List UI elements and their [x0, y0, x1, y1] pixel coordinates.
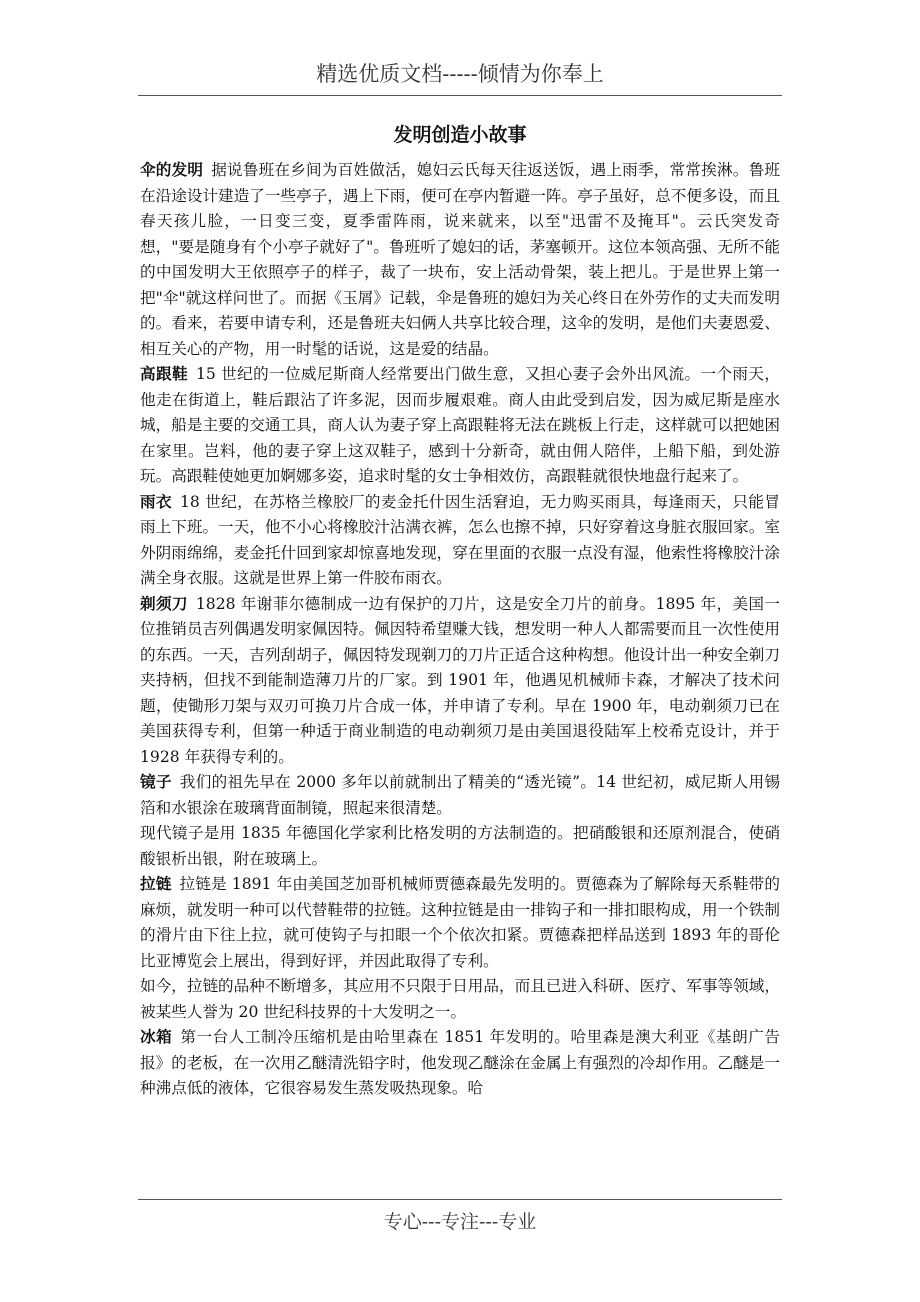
paragraph	[140, 872, 780, 974]
section-razor	[140, 592, 780, 771]
section-heading: 镜子	[140, 773, 172, 791]
section-heading: 剃须刀	[140, 594, 188, 613]
section-heading: 冰箱	[140, 1028, 173, 1046]
paragraph	[140, 1025, 780, 1102]
paragraph-text: 第一台人工制冷压缩机是由哈里森在 1851 年发明的。哈里森是澳大利亚《基朗广告报》的老板，在一次用乙醚清洗铅字时，他发现乙醚涂在金属上有强烈的冷却作用。乙醚是一种沸点低的液体，它很容易发生蒸发吸热现象。哈	[140, 1028, 780, 1097]
paragraph: 如今，拉链的品种不断增多，其应用不只限于日用品，而且已进入科研、医疗、军事等领域，被某些人誉为 20 世纪科技界的十大发明之一。	[140, 977, 780, 1021]
section-heading: 高跟鞋	[140, 365, 188, 383]
paragraph-text: 据说鲁班在乡间为百姓做活，媳妇云氏每天往返送饭，遇上雨季，常常挨淋。鲁班在沿途设计建造了一些亭子，遇上下雨，便可在亭内暂避一阵。亭子虽好，总不便多设，而且春天孩儿脸，一日变三变，夏季雷阵雨，说来就来，以至"迅雷不及掩耳"。云氏突发奇想，"要是随身有个小亭子就好了"。鲁班听了媳妇的话，茅塞顿开。这位本领高强、无所不能的中国发明大王依照亭子的样子，裁了一块布，安上活动骨架，装上把儿。于是世界上第一把"伞"就这样问世了。而据《玉屑》记载，伞是鲁班的媳妇为关心终日在外劳作的丈夫而发明的。看来，若要申请专利，还是鲁班夫妇俩人共享比较合理，这伞的发明，是他们夫妻恩爱、相互关心的产物，用一时髦的话说，这是爱的结晶。	[140, 161, 780, 358]
paragraph	[140, 158, 780, 362]
paragraph	[140, 592, 780, 771]
paragraph-text: 15 世纪的一位威尼斯商人经常要出门做生意，又担心妻子会外出风流。一个雨天，他走在街道上，鞋后跟沾了许多泥，因而步履艰难。商人由此受到启发，因为威尼斯是座水城，船是主要的交通工具，商人认为妻子穿上高跟鞋将无法在跳板上行走，这样就可以把她困在家里。岂料，他的妻子穿上这双鞋子，感到十分新奇，就由佣人陪伴，上船下船，到处游玩。高跟鞋使她更加婀娜多姿，追求时髦的女士争相效仿，高跟鞋就很快地盘行起来了。	[140, 365, 780, 485]
page-header: 精选优质文档-----倾情为你奉上	[138, 58, 782, 96]
document-title: 发明创造小故事	[393, 124, 527, 146]
section-heading: 拉链	[140, 875, 172, 893]
section-zipper	[140, 872, 780, 1025]
paragraph-text: 我们的祖先早在 2000 多年以前就制出了精美的“透光镜”。14 世纪初，威尼斯人用锡箔和水银涂在玻璃背面制镜，照起来很清楚。	[140, 773, 780, 817]
section-refrigerator	[140, 1025, 780, 1102]
section-heading: 伞的发明	[140, 161, 204, 179]
paragraph	[140, 490, 780, 592]
paragraph	[140, 362, 780, 490]
paragraph	[140, 770, 780, 821]
paragraph-text: 1828 年谢菲尔德制成一边有保护的刀片，这是安全刀片的前身。1895 年，美国一位推销员吉列偶遇发明家佩因特。佩因特希望赚大钱，想发明一种人人都需要而且一次性使用的东西。一天，吉列刮胡子，佩因特发现剃刀的刀片正适合这种构想。他设计出一种安全剃刀夹持柄，但找不到能制造薄刀片的厂家。到 1901 年，他遇见机械师卡森，才解决了技术问题，使锄形刀架与双刃可换刀片合成一体，并申请了专利。早在 1900 年，电动剃须刀已在美国获得专利，但第一种适于商业制造的电动剃须刀是由美国退役陆军上校希克设计，并于 1928 年获得专利的。	[140, 594, 780, 766]
paragraph-text: 拉链是 1891 年由美国芝加哥机械师贾德森最先发明的。贾德森为了解除每天系鞋带的麻烦，就发明一种可以代替鞋带的拉链。这种拉链是由一排钩子和一排扣眼构成，用一个铁制的滑片由下往上拉，就可使钩子与扣眼一个个依次扣紧。贾德森把样品送到 1893 年的哥伦比亚博览会上展出，得到好评，并因此取得了专利。	[140, 875, 780, 970]
paragraph-text: 18 世纪，在苏格兰橡胶厂的麦金托什因生活窘迫，无力购买雨具，每逢雨天，只能冒雨上下班。一天，他不小心将橡胶汁沾满衣裤，怎么也擦不掉，只好穿着这身脏衣服回家。室外阴雨绵绵，麦金托什回到家却惊喜地发现，穿在里面的衣服一点没有湿，他索性将橡胶汁涂满全身衣服。这就是世界上第一件胶布雨衣。	[140, 492, 780, 587]
paragraph: 现代镜子是用 1835 年德国化学家利比格发明的方法制造的。把硝酸银和还原剂混合，使硝酸银析出银，附在玻璃上。	[140, 824, 780, 868]
section-raincoat	[140, 490, 780, 592]
document-body	[140, 158, 780, 1102]
page-footer: 专心---专注---专业	[138, 1199, 782, 1234]
section-heading: 雨衣	[140, 492, 172, 511]
section-umbrella	[140, 158, 780, 362]
section-high-heels	[140, 362, 780, 490]
section-mirror	[140, 770, 780, 872]
